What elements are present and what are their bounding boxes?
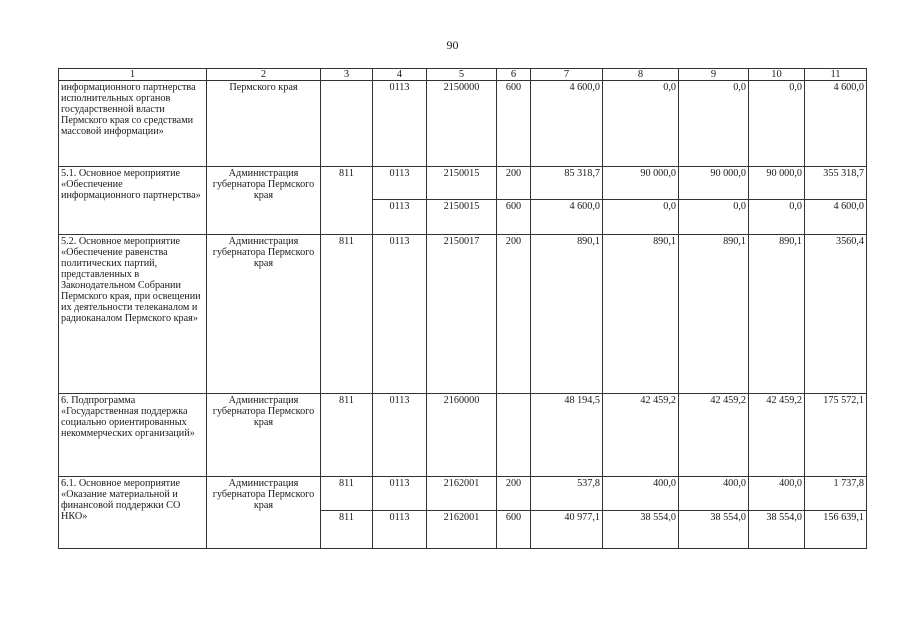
amount-cell: 0,0 [603,81,679,167]
code-cell: 600 [497,200,531,235]
amount-cell: 537,8 [531,477,603,511]
column-number: 6 [497,69,531,81]
page-number: 90 [446,38,459,52]
column-number: 1 [59,69,207,81]
amount-cell: 40 977,1 [531,511,603,549]
executor-cell: Пермского края [207,81,321,167]
amount-cell: 1 737,8 [805,477,867,511]
program-name-cell: 5.1. Основное мероприятие «Обеспечение информационного партнерства» [59,167,207,235]
column-number: 11 [805,69,867,81]
amount-cell: 890,1 [749,235,805,394]
amount-cell: 42 459,2 [679,394,749,477]
column-number: 2 [207,69,321,81]
executor-cell: Администрация губернатора Пермского края [207,167,321,235]
column-number-row [59,69,867,81]
code-cell: 2150015 [427,167,497,200]
code-cell: 2150015 [427,200,497,235]
amount-cell: 48 194,5 [531,394,603,477]
program-name-cell: информационного партнерства исполнительных органов государственной власти Пермского края со средствами массовой информации» [59,81,207,167]
amount-cell: 38 554,0 [749,511,805,549]
code-cell: 0113 [373,167,427,200]
program-name-cell: 5.2. Основное мероприятие «Обеспечение равенства политических партий, представленных в Законодательном Собрании Пермского края, при освещении их деятельности телеканалом и радиоканалом Пермского края» [59,235,207,394]
table-row [59,477,867,511]
budget-table [58,68,867,549]
column-number: 7 [531,69,603,81]
code-cell: 811 [321,394,373,477]
program-name-cell: 6. Подпрограмма «Государственная поддержка социально ориентированных некоммерческих организаций» [59,394,207,477]
code-cell: 0113 [373,235,427,394]
column-number: 9 [679,69,749,81]
amount-cell: 42 459,2 [749,394,805,477]
table-row [59,81,867,167]
amount-cell: 890,1 [603,235,679,394]
code-cell: 2150000 [427,81,497,167]
code-cell: 811 [321,477,373,511]
column-number: 10 [749,69,805,81]
table-row [59,235,867,394]
program-name-cell: 6.1. Основное мероприятие «Оказание материальной и финансовой поддержки СО НКО» [59,477,207,549]
code-cell: 200 [497,235,531,394]
amount-cell: 355 318,7 [805,167,867,200]
amount-cell: 0,0 [749,81,805,167]
amount-cell: 38 554,0 [679,511,749,549]
code-cell: 2162001 [427,511,497,549]
amount-cell: 4 600,0 [531,200,603,235]
column-number: 5 [427,69,497,81]
code-cell [321,81,373,167]
amount-cell: 0,0 [679,81,749,167]
executor-cell: Администрация губернатора Пермского края [207,235,321,394]
amount-cell: 90 000,0 [679,167,749,200]
amount-cell: 400,0 [603,477,679,511]
code-cell: 0113 [373,511,427,549]
code-cell: 0113 [373,200,427,235]
amount-cell: 4 600,0 [531,81,603,167]
amount-cell: 90 000,0 [603,167,679,200]
code-cell: 600 [497,511,531,549]
executor-cell: Администрация губернатора Пермского края [207,394,321,477]
code-cell: 0113 [373,477,427,511]
executor-cell: Администрация губернатора Пермского края [207,477,321,549]
amount-cell: 38 554,0 [603,511,679,549]
amount-cell: 156 639,1 [805,511,867,549]
amount-cell: 4 600,0 [805,81,867,167]
amount-cell: 4 600,0 [805,200,867,235]
code-cell: 200 [497,167,531,200]
amount-cell: 175 572,1 [805,394,867,477]
amount-cell: 85 318,7 [531,167,603,200]
table-row [59,394,867,477]
amount-cell: 890,1 [531,235,603,394]
amount-cell: 0,0 [603,200,679,235]
code-cell: 2160000 [427,394,497,477]
amount-cell: 3560,4 [805,235,867,394]
code-cell: 811 [321,511,373,549]
code-cell: 2162001 [427,477,497,511]
code-cell: 600 [497,81,531,167]
code-cell: 2150017 [427,235,497,394]
column-number: 8 [603,69,679,81]
amount-cell: 890,1 [679,235,749,394]
code-cell: 811 [321,235,373,394]
column-number: 3 [321,69,373,81]
amount-cell: 400,0 [679,477,749,511]
amount-cell: 400,0 [749,477,805,511]
code-cell: 0113 [373,394,427,477]
amount-cell: 0,0 [749,200,805,235]
code-cell [497,394,531,477]
column-number: 4 [373,69,427,81]
code-cell: 811 [321,167,373,235]
code-cell: 0113 [373,81,427,167]
amount-cell: 90 000,0 [749,167,805,200]
table-row [59,167,867,200]
code-cell: 200 [497,477,531,511]
amount-cell: 42 459,2 [603,394,679,477]
amount-cell: 0,0 [679,200,749,235]
